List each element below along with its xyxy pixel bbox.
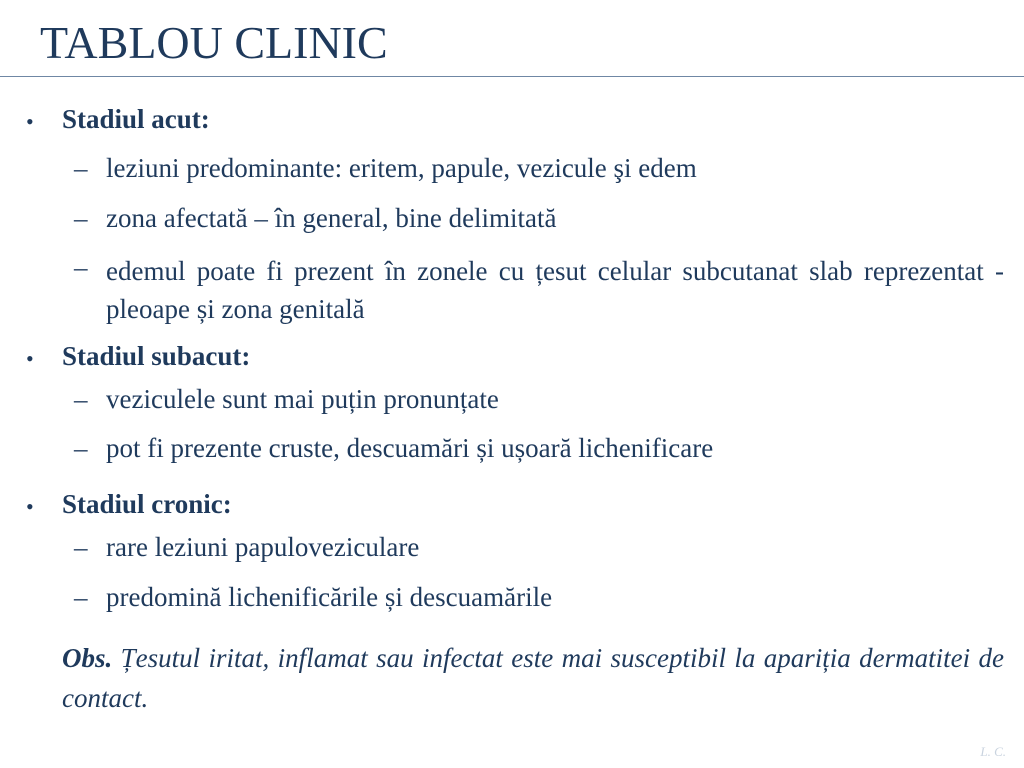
observation-text: Țesutul iritat, inflamat sau infectat este mai susceptibil la apariția dermatitei de contact. <box>62 643 1005 713</box>
list-item: rare leziuni papuloveziculare <box>106 532 420 562</box>
bullet-icon: • <box>26 109 34 134</box>
section-heading-subacut: Stadiul subacut: <box>62 341 251 371</box>
dash-icon: – <box>74 384 88 414</box>
bullet-icon: • <box>26 494 34 519</box>
section-heading-cronic: Stadiul cronic: <box>62 489 232 519</box>
observation-note <box>62 638 1004 718</box>
list-item: veziculele sunt mai puțin pronunțate <box>106 384 499 414</box>
list-item: zona afectată – în general, bine delimitată <box>106 203 557 233</box>
bullet-icon: • <box>26 346 34 371</box>
footer-initials: L. C. <box>980 744 1006 759</box>
list-item: predomină lichenificările și descuamările <box>106 582 553 612</box>
dash-icon: – <box>74 433 88 463</box>
dash-icon: – <box>74 532 88 562</box>
dash-icon: – <box>74 203 88 233</box>
list-item: edemul poate fi prezent în zonele cu țesut celular subcutanat slab reprezentat - pleoape și zona genitală <box>106 256 1004 324</box>
dash-icon: – <box>74 582 88 612</box>
slide-title: TABLOU CLINIC <box>40 17 388 68</box>
dash-icon: – <box>74 153 88 183</box>
observation-label: Obs. <box>62 643 113 673</box>
list-item: leziuni predominante: eritem, papule, vezicule şi edem <box>106 153 697 183</box>
dash-icon: – <box>74 252 88 282</box>
list-item: pot fi prezente cruste, descuamări și ușoară lichenificare <box>106 433 714 463</box>
section-heading-acut: Stadiul acut: <box>62 104 210 134</box>
